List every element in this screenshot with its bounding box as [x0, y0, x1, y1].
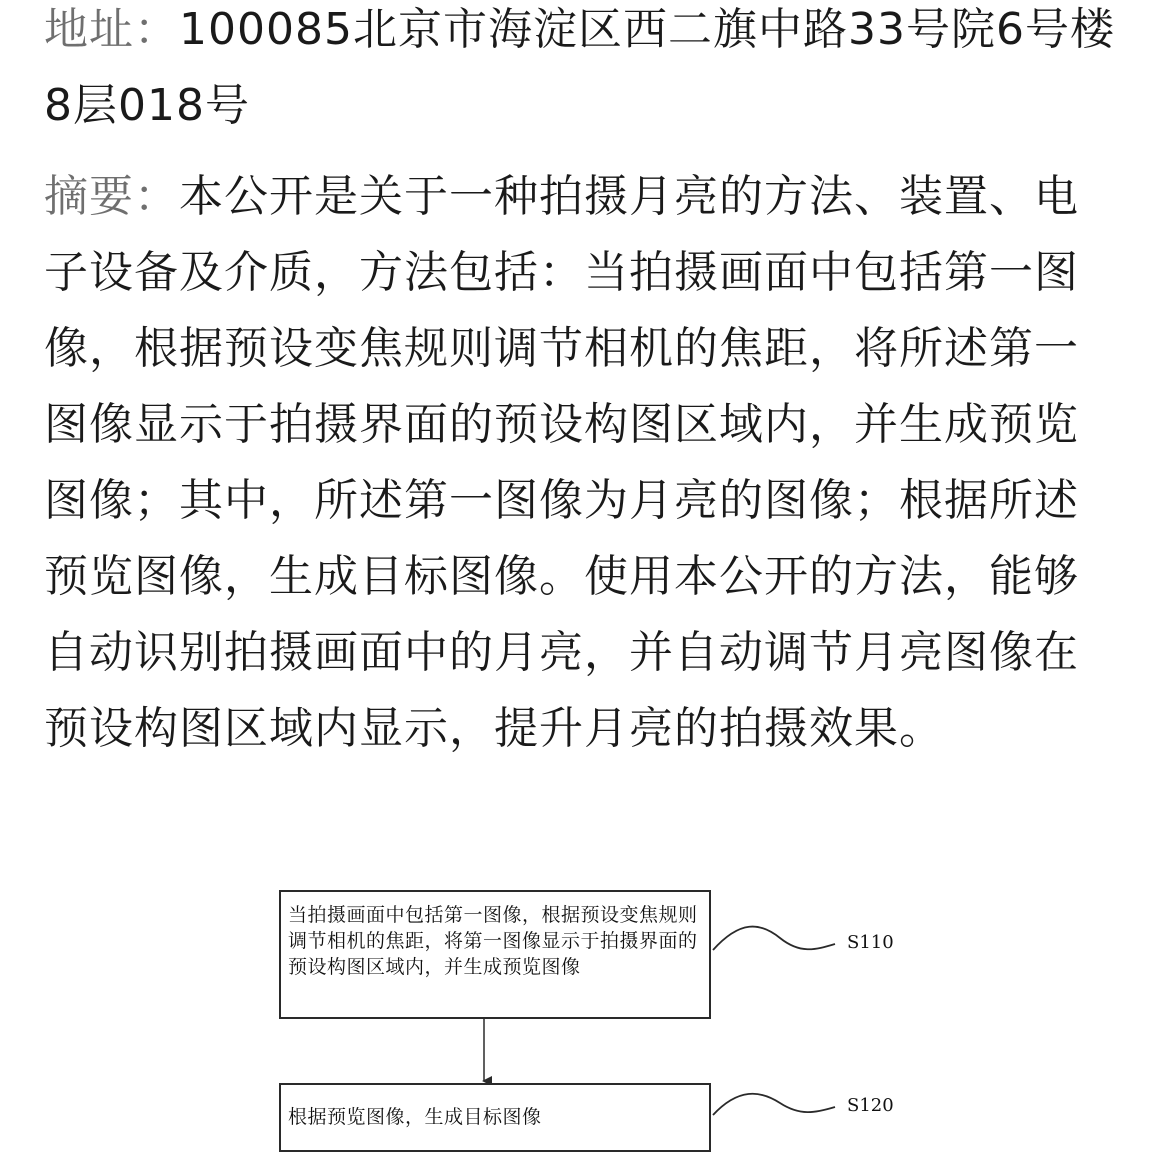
abstract-text: 本公开是关于一种拍摄月亮的方法、装置、电子设备及介质，方法包括：当拍摄画面中包括第一图像，根据预设变焦规则调节相机的焦距，将所述第一图像显示于拍摄界面的预设构图区域内，并生成预览图像；其中，所述第一图像为月亮的图像；根据所述预览图像，生成目标图像。使用本公开的方法，能够自动识别拍摄画面中的月亮，并自动调节月亮图像在预设构图区域内显示，提升月亮的拍摄效果。 — [44, 171, 1079, 754]
step-s110-box — [279, 890, 711, 1019]
step-s120-label: S120 — [847, 1095, 894, 1116]
step-s120-text: 根据预览图像，生成目标图像 — [288, 1106, 542, 1128]
abstract-label: 摘要： — [44, 171, 179, 222]
address-section — [44, 0, 1119, 144]
abstract-section — [44, 159, 1119, 767]
step-s110-text: 当拍摄画面中包括第一图像，根据预设变焦规则调节相机的焦距，将第一图像显示于拍摄界面的预设构图区域内，并生成预览图像 — [288, 904, 698, 978]
address-value: 100085北京市海淀区西二旗中路33号院6号楼8层018号 — [44, 4, 1115, 131]
flowchart-figure — [0, 870, 1170, 1172]
s110-wavy-leader — [713, 927, 835, 950]
step-s120-box — [279, 1083, 711, 1152]
address-label: 地址： — [44, 4, 179, 55]
s120-wavy-leader — [713, 1094, 835, 1115]
step-s110-label: S110 — [847, 932, 894, 953]
